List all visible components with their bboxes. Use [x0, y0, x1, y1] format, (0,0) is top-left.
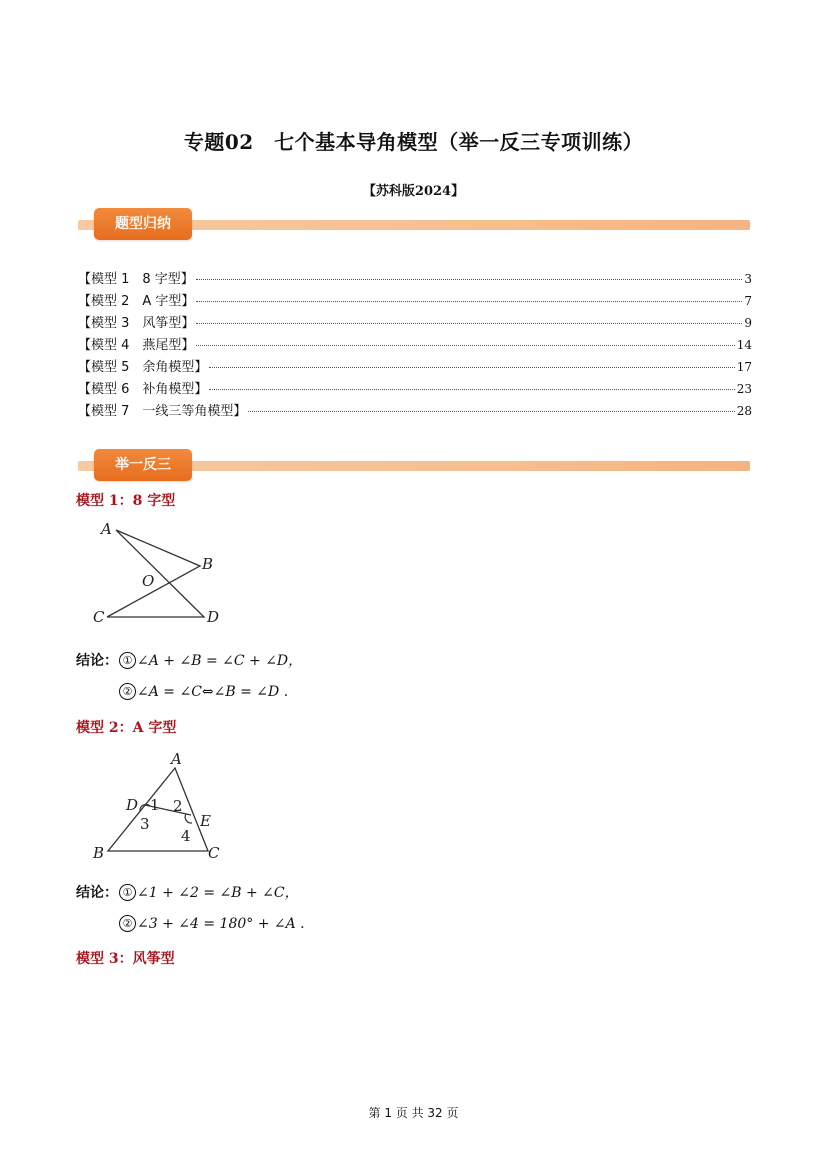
- circled-number-1: ①: [119, 884, 136, 901]
- formula-text: ∠3 + ∠4 = 180° + ∠A .: [137, 916, 305, 932]
- toc-page: 3: [744, 272, 752, 286]
- table-of-contents: [78, 268, 752, 422]
- toc-label: 【模型 3 风筝型】: [78, 316, 195, 331]
- figure-a-shape: [88, 748, 228, 866]
- model2-heading: 模型 2：A 字型: [76, 720, 177, 736]
- toc-label: 【模型 7 一线三等角模型】: [78, 404, 247, 419]
- toc-leader: [196, 345, 734, 346]
- toc-item-1[interactable]: [78, 268, 752, 290]
- toc-page: 17: [736, 360, 752, 374]
- model1-conclusion-2: [119, 683, 288, 700]
- figure-8-lines: [107, 530, 204, 617]
- practice-tag: 举一反三: [94, 449, 192, 481]
- point-label-b: B: [93, 844, 105, 862]
- page-title: 专题02 七个基本导角模型（举一反三专项训练）: [183, 130, 644, 154]
- toc-leader: [209, 389, 734, 390]
- toc-leader: [209, 367, 734, 368]
- point-label-o: O: [142, 572, 155, 590]
- toc-page: 9: [744, 316, 752, 330]
- toc-item-5[interactable]: [78, 356, 752, 378]
- toc-item-6[interactable]: [78, 378, 752, 400]
- point-label-a: A: [171, 750, 182, 768]
- angle-label-2: 2: [173, 797, 183, 815]
- toc-leader: [196, 279, 743, 280]
- toc-label: 【模型 1 8 字型】: [78, 272, 194, 287]
- circled-number-2: ②: [119, 683, 136, 700]
- model1-conclusion-1: [119, 650, 302, 670]
- toc-page: 23: [736, 382, 752, 396]
- point-label-d: D: [126, 796, 139, 814]
- toc-label: 【模型 5 余角模型】: [78, 360, 208, 375]
- angle-arc-4: [185, 814, 192, 823]
- toc-page: 7: [744, 294, 752, 308]
- angle-label-4: 4: [181, 827, 191, 845]
- circled-number-1: ①: [119, 652, 136, 669]
- summary-tag: 题型归纳: [94, 208, 192, 240]
- model1-heading: 模型 1：8 字型: [76, 493, 176, 509]
- formula-text: ∠A = ∠C⇔∠B = ∠D .: [137, 684, 289, 700]
- toc-page: 14: [736, 338, 752, 352]
- toc-label: 【模型 6 补角模型】: [78, 382, 208, 397]
- angle-label-3: 3: [140, 815, 150, 833]
- toc-leader: [248, 411, 734, 412]
- toc-leader: [196, 323, 742, 324]
- page-footer: 第 1 页 共 32 页: [368, 1106, 459, 1120]
- point-label-a: A: [101, 520, 112, 538]
- model1-conclusion-label: 结论：: [76, 653, 118, 669]
- summary-banner: [78, 208, 750, 242]
- practice-banner: [78, 449, 750, 483]
- toc-label: 【模型 2 A 字型】: [78, 294, 195, 309]
- point-label-c: C: [208, 844, 220, 862]
- model2-conclusion-1: [119, 882, 299, 902]
- toc-item-2[interactable]: [78, 290, 752, 312]
- circled-number-2: ②: [119, 915, 136, 932]
- toc-item-3[interactable]: [78, 312, 752, 334]
- toc-leader: [196, 301, 742, 302]
- figure-8-shape: [92, 515, 232, 630]
- toc-page: 28: [736, 404, 752, 418]
- edition-label: 【苏科版2024】: [362, 184, 465, 199]
- point-label-e: E: [200, 812, 211, 830]
- point-label-d: D: [207, 608, 220, 626]
- model2-conclusion-label: 结论：: [76, 885, 118, 901]
- formula-text: ∠1 + ∠2 = ∠B + ∠C，: [137, 885, 299, 901]
- toc-item-7[interactable]: [78, 400, 752, 422]
- model3-heading: 模型 3：风筝型: [76, 951, 175, 967]
- point-label-b: B: [202, 555, 214, 573]
- model2-conclusion-2: [119, 915, 305, 932]
- toc-label: 【模型 4 燕尾型】: [78, 338, 195, 353]
- angle-label-1: 1: [150, 796, 160, 814]
- formula-text: ∠A + ∠B = ∠C + ∠D，: [137, 653, 303, 669]
- point-label-c: C: [93, 608, 105, 626]
- toc-item-4[interactable]: [78, 334, 752, 356]
